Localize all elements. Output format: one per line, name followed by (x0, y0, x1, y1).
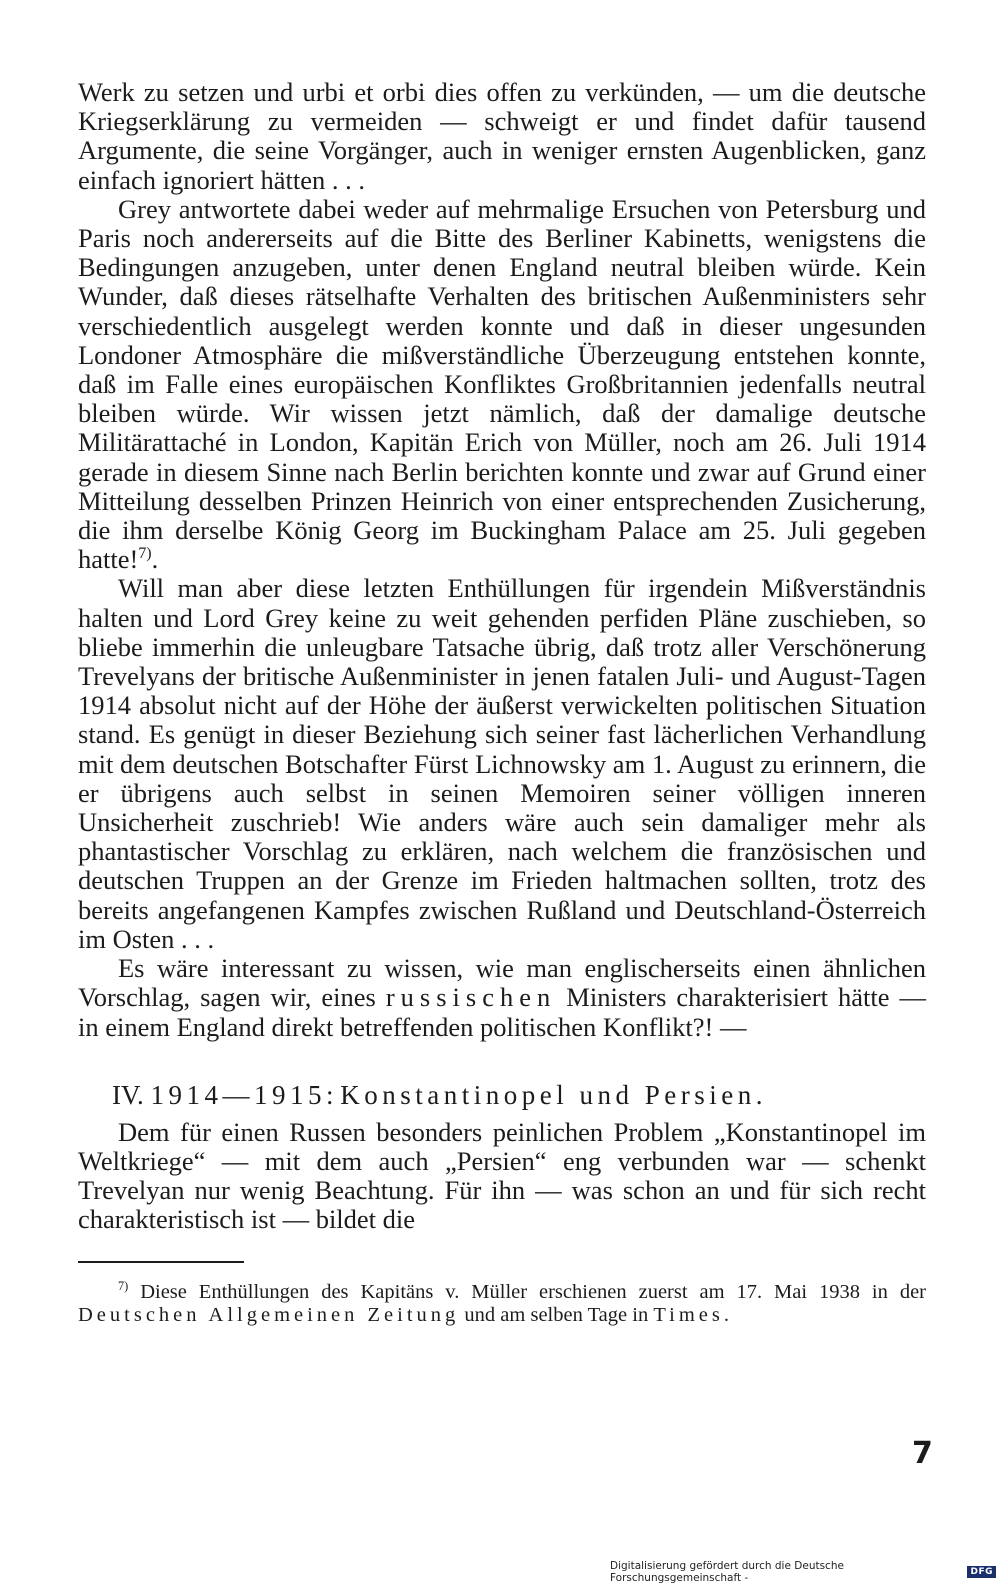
footnote-part-1: Diese Enthüllungen des Kapitäns v. Müller erschienen zuerst am 17. Mai 1938 in der (128, 1280, 926, 1303)
section-body (78, 1118, 926, 1235)
digitization-footer (610, 1560, 996, 1584)
footer-text: Digitalisierung gefördert durch die Deutsche Forschungsgemeinschaft - (610, 1560, 844, 1584)
page-content (78, 78, 926, 1328)
paragraph-2 (78, 195, 926, 575)
paragraph-4-start: Es wäre interessant zu wissen, wie man englischerseits einen ähnlichen Vorschlag, sagen wir, eines (78, 953, 926, 1013)
section-years: 1914—1915 (150, 1079, 327, 1110)
footnote-text (78, 1278, 926, 1328)
paragraph-1: Werk zu setzen und urbi et orbi dies offen zu verkünden, — um die deutsche Kriegserklärung zu vermeiden — schweigt er und findet dafür tausend Argumente, die seine Vorgänger, auch in weniger ernsten Augenblicken, ganz einfach ignoriert hätten . . . (78, 77, 926, 195)
footnote-part-3: . (723, 1304, 729, 1327)
section-colon: : (326, 1079, 334, 1110)
footnote-reference[interactable]: 7) (138, 545, 152, 563)
footnote-newspaper: Deutschen Allgemeinen Zeitung (78, 1304, 460, 1327)
paragraph-2-text: Grey antwortete dabei weder auf mehrmalige Ersuchen von Petersburg und Paris noch andererseits auf die Bitte des Berliner Kabinetts, wenigstens die Bedingungen anzugeben, unter denen England neutral bleiben würde. Kein Wunder, daß dieses rätselhafte Verhalten des britischen Außenministers sehr verschiedentlich ausgelegt werden konnte und daß in dieser ungesunden Londoner Atmosphäre die mißverständliche Überzeugung entstehen konnte, daß im Falle eines europäischen Konfliktes Großbritannien jedenfalls neutral bleiben würde. Wir wissen jetzt nämlich, daß der damalige deutsche Militärattaché in London, Kapitän Erich von Müller, noch am 26. Juli 1914 gerade in diesem Sinne nach Berlin berichten konnte und zwar auf Grund einer Mitteilung desselben Prinzen Heinrich von einer entsprechenden Zusicherung, die ihm derselbe König Georg im Buckingham Palace am 25. Juli gegeben hatte! (78, 193, 926, 575)
section-numeral: IV. (112, 1079, 144, 1110)
paragraph-2-end: . (151, 544, 159, 575)
paragraph-3: Will man aber diese letzten Enthüllungen für irgendein Mißverständnis halten und Lord Grey keine zu weit gehenden perfiden Pläne zuschieben, so bliebe immerhin die unleugbare Tatsache übrig, daß trotz aller Verschönerung Trevelyans der britische Außenminister in jenen fatalen Juli- und August-Tagen 1914 absolut nicht auf der Höhe der äußerst verwickelten politischen Situation stand. Es genügt in dieser Beziehung sich seiner fast lächerlichen Verhandlung mit dem deutschen Botschafter Fürst Lichnowsky am 1. August zu erinnern, die er übrigens auch selbst in seinen Memoiren seiner völligen inneren Unsicherheit zuschrieb! Wie anders wäre auch sein damaliger mehr als phantastischer Vorschlag zu erklären, nach welchem die französischen und deutschen Truppen an der Grenze im Frieden haltmachen sollten, trotz des bereits angefangenen Kampfes zwischen Rußland und Deutschland-Österreich im Osten . . . (78, 573, 926, 954)
footnote-times: Times (653, 1304, 724, 1327)
page-number: 7 (912, 1436, 933, 1471)
footnote-separator (78, 1261, 244, 1263)
footnote (78, 1278, 926, 1328)
dfg-logo: DFG (967, 1566, 996, 1578)
section-title: Konstantinopel und Persien. (340, 1079, 767, 1110)
footnote-marker: 7) (118, 1278, 129, 1293)
emphasized-word: russischen (385, 982, 557, 1013)
paragraph-4-end: Ministers charakterisiert hätte — in einem England direkt betreffenden politischen Konflikt?! — (78, 982, 926, 1042)
paragraph-5: Dem für einen Russen besonders peinlichen Problem „Konstantinopel im Weltkriege“ — mit dem auch „Persien“ eng verbunden war — schenkt Trevelyan nur wenig Beachtung. Für ihn — was schon an und für sich recht charakteristisch ist — bildet die (78, 1116, 926, 1235)
section-heading (112, 1080, 926, 1110)
footnote-part-2: und am selben Tage in (459, 1304, 654, 1327)
paragraph-4 (78, 954, 926, 1042)
body-text (78, 78, 926, 1042)
